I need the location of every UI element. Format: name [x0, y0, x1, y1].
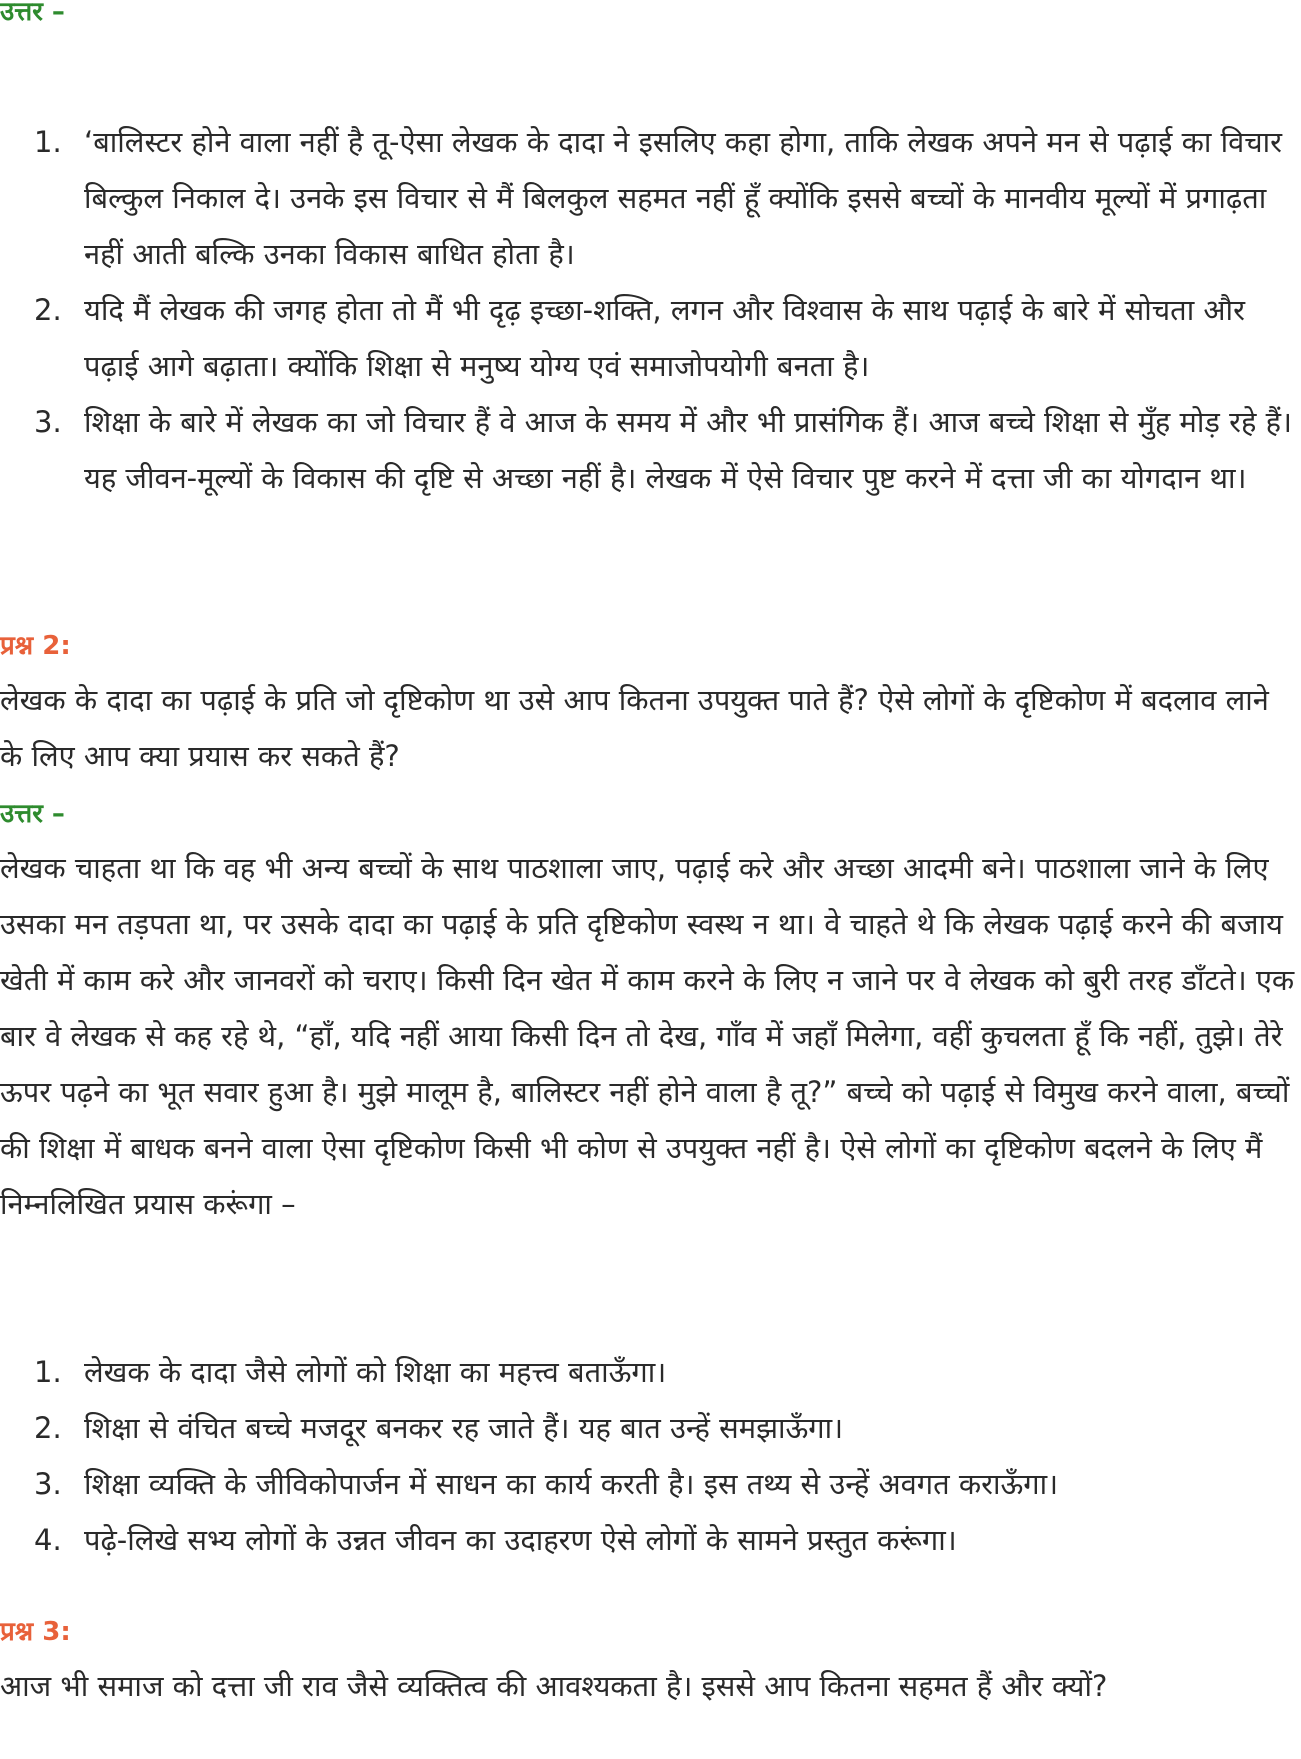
- list-item-text: शिक्षा से वंचित बच्चे मजदूर बनकर रह जाते हैं। यह बात उन्हें समझाऊँगा।: [84, 1411, 844, 1445]
- list-item-text: शिक्षा व्यक्ति के जीविकोपार्जन में साधन का कार्य करती है। इस तथ्य से उन्हें अवगत कराऊँगा।: [84, 1467, 1059, 1501]
- list-item-text: ‘बालिस्टर होने वाला नहीं है तू-ऐसा लेखक के दादा ने इसलिए कहा होगा, ताकि लेखक अपने मन से पढ़ाई का विचार बिल्कुल निकाल दे। उनके इस विचार से मैं बिलकुल सहमत नहीं हूँ क्योंकि इससे बच्चों के मानवीय मूल्यों में प्रगाढ़ता नहीं आती बल्कि उनका विकास बाधित होता है।: [84, 125, 1282, 271]
- list-item: [0, 1400, 1295, 1456]
- list-item-number: 4.: [34, 1523, 62, 1557]
- list-item-number: 1.: [34, 125, 62, 159]
- question2-text: लेखक के दादा का पढ़ाई के प्रति जो दृष्टिकोण था उसे आप कितना उपयुक्त पाते हैं? ऐसे लोगों के दृष्टिकोण में बदलाव लाने के लिए आप क्या प्रयास कर सकते हैं?: [0, 683, 1269, 773]
- list-item-number: 2.: [34, 1411, 62, 1445]
- answer-label-top: उत्तर –: [0, 0, 65, 27]
- question3-text: आज भी समाज को दत्ता जी राव जैसे व्यक्तित्व की आवश्यकता है। इससे आप कितना सहमत हैं और क्यों?: [0, 1669, 1108, 1703]
- answer1-list: [0, 114, 1295, 506]
- list-item-text: शिक्षा के बारे में लेखक का जो विचार हैं वे आज के समय में और भी प्रासंगिक हैं। आज बच्चे शिक्षा से मुँह मोड़ रहे हैं। यह जीवन-मूल्यों के विकास की दृष्टि से अच्छा नहीं है। लेखक में ऐसे विचार पुष्ट करने में दत्ता जी का योगदान था।: [84, 405, 1292, 495]
- answer2-paragraph: लेखक चाहता था कि वह भी अन्य बच्चों के साथ पाठशाला जाए, पढ़ाई करे और अच्छा आदमी बने। पाठशाला जाने के लिए उसका मन तड़पता था, पर उसके दादा का पढ़ाई के प्रति दृष्टिकोण स्वस्थ न था। वे चाहते थे कि लेखक पढ़ाई करने की बजाय खेती में काम करे और जानवरों को चराए। किसी दिन खेत में काम करने के लिए न जाने पर वे लेखक को बुरी तरह डाँटते। एक बार वे लेखक से कह रहे थे, “हाँ, यदि नहीं आया किसी दिन तो देख, गाँव में जहाँ मिलेगा, वहीं कुचलता हूँ कि नहीं, तुझे। तेरे ऊपर पढ़ने का भूत सवार हुआ है। मुझे मालूम है, बालिस्टर नहीं होने वाला है तू?” बच्चे को पढ़ाई से विमुख करने वाला, बच्चों की शिक्षा में बाधक बनने वाला ऐसा दृष्टिकोण किसी भी कोण से उपयुक्त नहीं है। ऐसे लोगों का दृष्टिकोण बदलने के लिए मैं निम्नलिखित प्रयास करूंगा –: [0, 851, 1295, 1221]
- list-item: [0, 394, 1295, 506]
- list-item-number: 3.: [34, 405, 62, 439]
- list-item: [0, 1456, 1295, 1512]
- list-item-number: 2.: [34, 293, 62, 327]
- question3-label: प्रश्न 3:: [0, 1617, 71, 1647]
- list-item-text: लेखक के दादा जैसे लोगों को शिक्षा का महत्त्व बताऊँगा।: [84, 1355, 667, 1389]
- question2-label: प्रश्न 2:: [0, 631, 71, 661]
- list-item-text: यदि मैं लेखक की जगह होता तो मैं भी दृढ़ इच्छा-शक्ति, लगन और विश्वास के साथ पढ़ाई के बारे में सोचता और पढ़ाई आगे बढ़ाता। क्योंकि शिक्षा से मनुष्य योग्य एवं समाजोपयोगी बनता है।: [84, 293, 1245, 383]
- answer2-list: [0, 1344, 1295, 1568]
- list-item: [0, 1344, 1295, 1400]
- answer2-label: उत्तर –: [0, 799, 65, 829]
- list-item-text: पढ़े-लिखे सभ्य लोगों के उन्नत जीवन का उदाहरण ऐसे लोगों के सामने प्रस्तुत करूंगा।: [84, 1523, 957, 1557]
- list-item: [0, 1512, 1295, 1568]
- list-item-number: 1.: [34, 1355, 62, 1389]
- list-item: [0, 114, 1295, 282]
- list-item: [0, 282, 1295, 394]
- list-item-number: 3.: [34, 1467, 62, 1501]
